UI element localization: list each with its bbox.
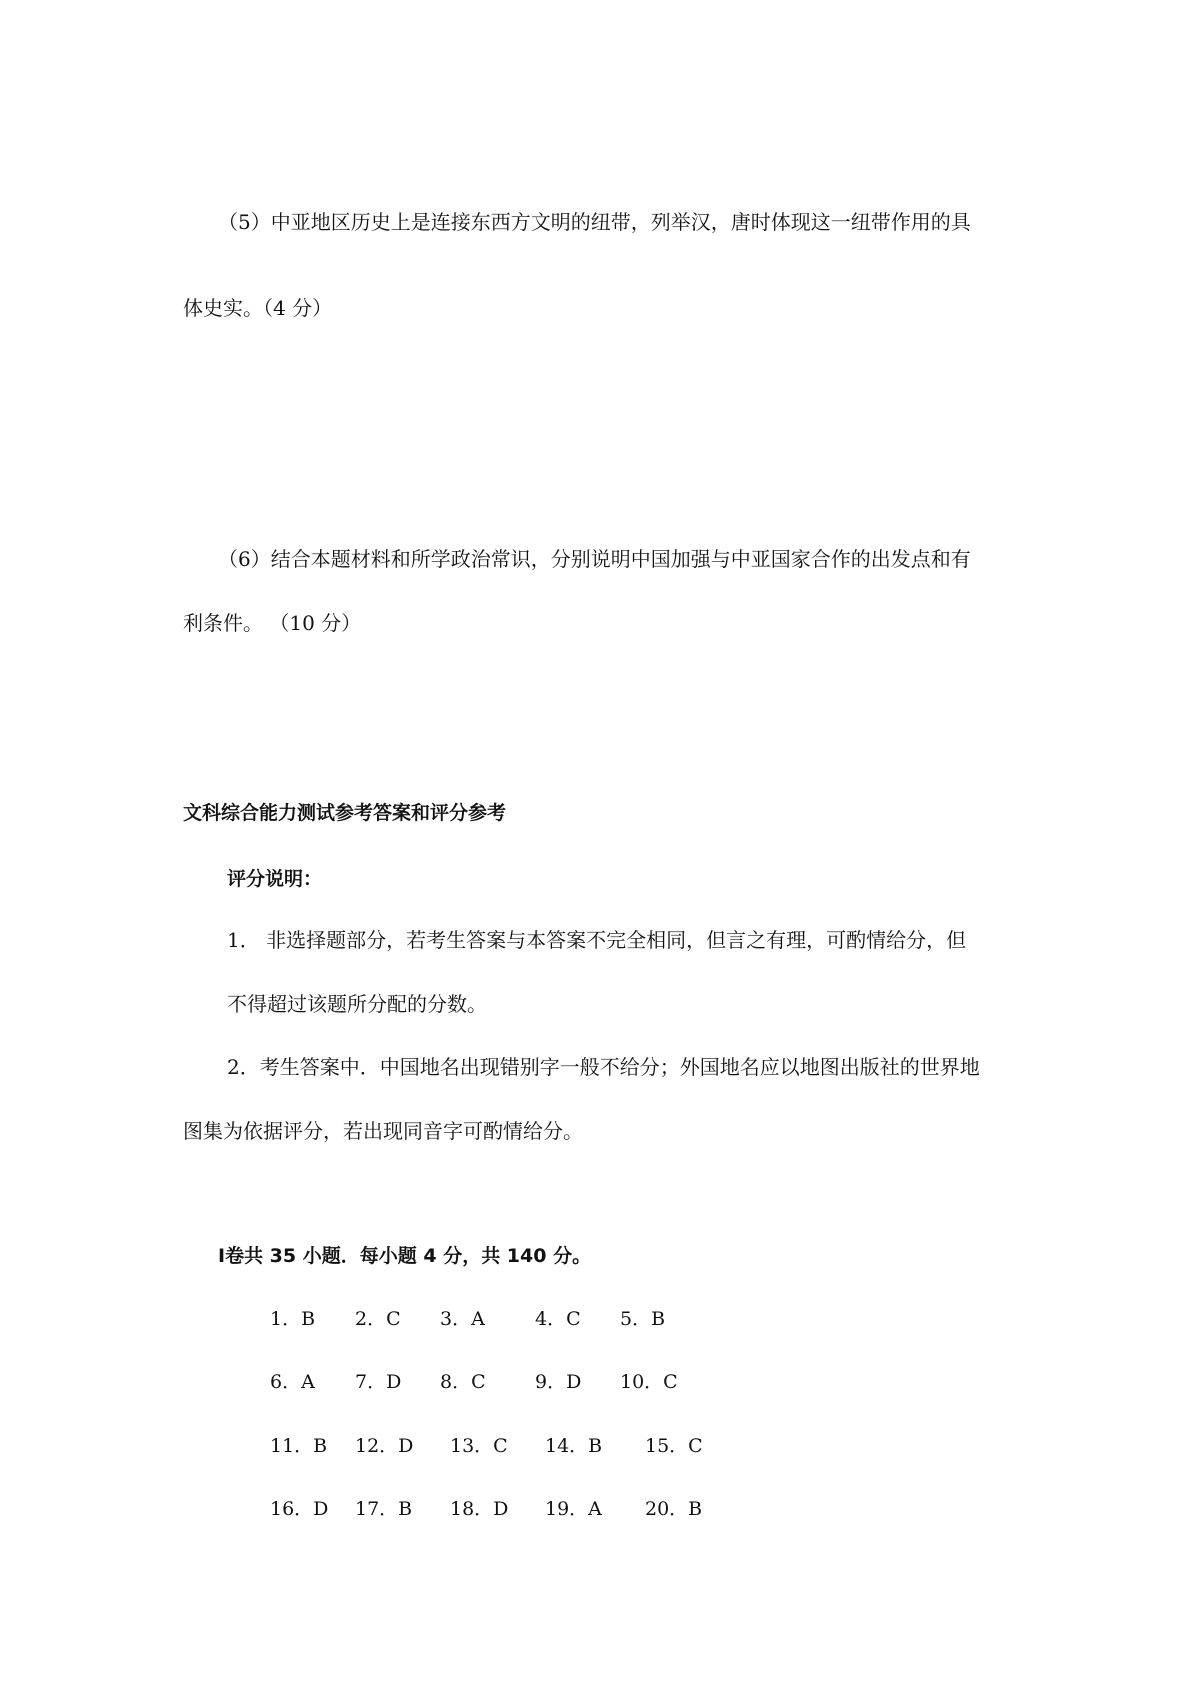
scoring-note-1-line-2: 不得超过该题所分配的分数。 xyxy=(227,992,487,1016)
answer-item: 16．D xyxy=(270,1498,329,1520)
answer-item: 6．A xyxy=(270,1371,315,1393)
answer-item: 12．D xyxy=(355,1435,414,1457)
section-1-heading: Ⅰ卷共 35 小题．每小题 4 分，共 140 分。 xyxy=(218,1245,592,1267)
answer-item: 3．A xyxy=(440,1308,485,1330)
answer-item: 11．B xyxy=(270,1435,328,1457)
answer-key-title: 文科综合能力测试参考答案和评分参考 xyxy=(183,802,507,824)
question-5-line-2: 体史实。（4 分） xyxy=(183,296,333,320)
answer-row-4 xyxy=(0,1495,1200,1523)
answer-item: 7．D xyxy=(355,1371,402,1393)
answer-item: 20．B xyxy=(645,1498,703,1520)
answer-item: 14．B xyxy=(545,1435,603,1457)
answer-item: 4．C xyxy=(535,1308,581,1330)
scoring-note-1-line-1: 1． 非选择题部分，若考生答案与本答案不完全相同，但言之有理，可酌情给分，但 xyxy=(227,928,967,952)
answer-item: 9．D xyxy=(535,1371,582,1393)
answer-row-1 xyxy=(0,1305,1200,1333)
answer-row-2 xyxy=(0,1368,1200,1396)
question-6-line-1: （6）结合本题材料和所学政治常识，分别说明中国加强与中亚国家合作的出发点和有 xyxy=(218,547,971,571)
question-6-line-2: 利条件。 （10 分） xyxy=(183,611,362,635)
answer-item: 17．B xyxy=(355,1498,413,1520)
answer-item: 5．B xyxy=(620,1308,666,1330)
answer-item: 15．C xyxy=(645,1435,703,1457)
question-5-line-1: （5）中亚地区历史上是连接东西方文明的纽带，列举汉，唐时体现这一纽带作用的具 xyxy=(218,210,971,234)
answer-item: 10．C xyxy=(620,1371,678,1393)
answer-row-3 xyxy=(0,1432,1200,1460)
scoring-note-2-line-2: 图集为依据评分，若出现同音字可酌情给分。 xyxy=(183,1119,583,1143)
answer-item: 1．B xyxy=(270,1308,316,1330)
answer-item: 18．D xyxy=(450,1498,509,1520)
scoring-notes-heading: 评分说明： xyxy=(227,868,323,890)
answer-item: 2．C xyxy=(355,1308,401,1330)
answer-item: 8．C xyxy=(440,1371,486,1393)
answer-item: 13．C xyxy=(450,1435,508,1457)
scoring-note-2-line-1: 2．考生答案中．中国地名出现错别字一般不给分；外国地名应以地图出版社的世界地 xyxy=(227,1055,980,1079)
answer-item: 19．A xyxy=(545,1498,602,1520)
